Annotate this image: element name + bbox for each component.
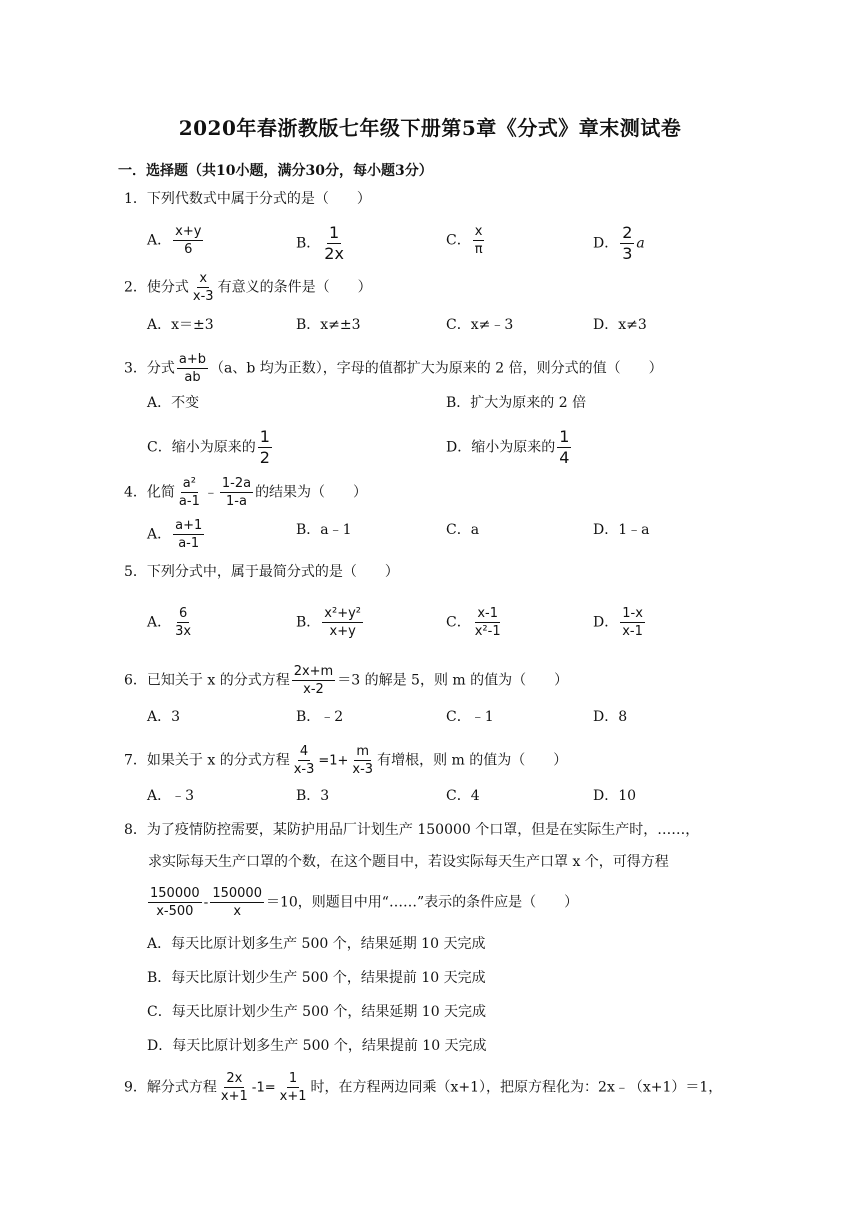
q8-option-c: C．每天比原计划少生产 500 个，结果延期 10 天完成: [147, 1004, 487, 1020]
q2-option-b: B．x≠±3: [296, 317, 361, 333]
q2-option-d: D．x≠3: [593, 317, 647, 333]
q6-option-b: B．﹣2: [296, 709, 344, 725]
q3-option-b: B．扩大为原来的 2 倍: [446, 395, 587, 411]
q3-option-c: C．缩小为原来的 $\frac{1}{2}$: [147, 427, 270, 467]
q8-option-a: A．每天比原计划多生产 500 个，结果延期 10 天完成: [147, 936, 486, 952]
q6-option-d: D．8: [593, 709, 628, 725]
q3-option-d: D．缩小为原来的 $\frac{1}{4}$: [446, 427, 570, 467]
question-8-line-1: 8．为了疫情防控需要，某防护用品厂计划生产 150000 个口罩，但是在实际生产时，……，: [124, 822, 700, 838]
q1-option-a: A． $\frac{x+y}{6}$: [147, 224, 202, 257]
question-6-stem: 6．已知关于 x 的分式方程 $\frac{2x+m}{x-2}$ ＝3 的解是 5，则 m 的值为（ ）: [124, 664, 569, 697]
question-2-stem: 2．使分式 $\frac{x}{x-3}$ 有意义的条件是（ ）: [124, 271, 372, 304]
q7-option-b: B．3: [296, 788, 330, 804]
q2-option-c: C．x≠﹣3: [446, 317, 514, 333]
q7-option-a: A．﹣3: [147, 788, 195, 804]
q8-option-b: B．每天比原计划少生产 500 个，结果提前 10 天完成: [147, 970, 486, 986]
question-7-stem: 7．如果关于 x 的分式方程 $\frac{4}{x-3}$ =1+ $\frac{m}{x-3}$ 有增根，则 m 的值为（ ）: [124, 744, 568, 777]
q5-option-b: B． $\frac{\text{x²+y²}}{x+y}$: [296, 606, 361, 639]
q8-option-d: D．每天比原计划多生产 500 个，结果提前 10 天完成: [147, 1038, 487, 1054]
q1-option-c: C． $\frac{x}{\pi}$: [446, 224, 483, 257]
q4-option-d: D．1﹣a: [593, 522, 650, 538]
question-1-stem: 1．下列代数式中属于分式的是（ ）: [124, 191, 371, 207]
question-8-line-2: 求实际每天生产口罩的个数，在这个题目中，若设实际每天生产口罩 x 个，可得方程: [148, 854, 669, 870]
question-4-stem: 4．化简 $\frac{\text{a²}}{a-1}$ ﹣ $\frac{1-2a}{1-a}$ 的结果为（ ）: [124, 476, 368, 509]
q4-option-a: A． $\frac{a+1}{a-1}$: [147, 518, 203, 551]
q6-option-a: A．3: [147, 709, 181, 725]
question-5-stem: 5．下列分式中，属于最简分式的是（ ）: [124, 564, 399, 580]
q7-option-d: D．10: [593, 788, 637, 804]
q6-option-c: C．﹣1: [446, 709, 494, 725]
q1-option-d: D． $\frac{2}{3}$ a: [593, 223, 645, 263]
q5-option-c: C． $\frac{x-1}{\text{x²-1}}$: [446, 606, 501, 639]
q7-option-c: C．4: [446, 788, 480, 804]
q5-option-a: A． $\frac{6}{3x}$: [147, 606, 192, 639]
q2-option-a: A．x＝±3: [147, 317, 214, 333]
q4-option-b: B．a﹣1: [296, 522, 352, 538]
q5-option-d: D． $\frac{1-x}{x-1}$: [593, 606, 643, 639]
question-3-stem: 3．分式 $\frac{a+b}{ab}$ （a、b 均为正数），字母的值都扩大为原来的 2 倍，则分式的值（ ）: [124, 352, 663, 385]
q1-option-b: B． $\frac{1}{2x}$: [296, 223, 344, 263]
q3-option-a: A．不变: [147, 395, 200, 411]
q4-option-c: C．a: [446, 522, 480, 538]
question-9-stem: 9．解分式方程 $\frac{2x}{x+1}$ -1= $\frac{1}{x+1}$ 时，在方程两边同乘（x+1），把原方程化为：2x﹣（x+1）＝1，: [124, 1071, 723, 1104]
page-title: 2020年春浙教版七年级下册第5章《分式》章末测试卷: [178, 116, 682, 140]
question-8-equation: $\frac{150000}{x-500}$ - $\frac{150000}{x}$ ＝10，则题目中用“……”表示的条件应是（ ）: [150, 886, 579, 919]
section-heading: 一．选择题（共10小题，满分30分，每小题3分）: [118, 163, 433, 179]
